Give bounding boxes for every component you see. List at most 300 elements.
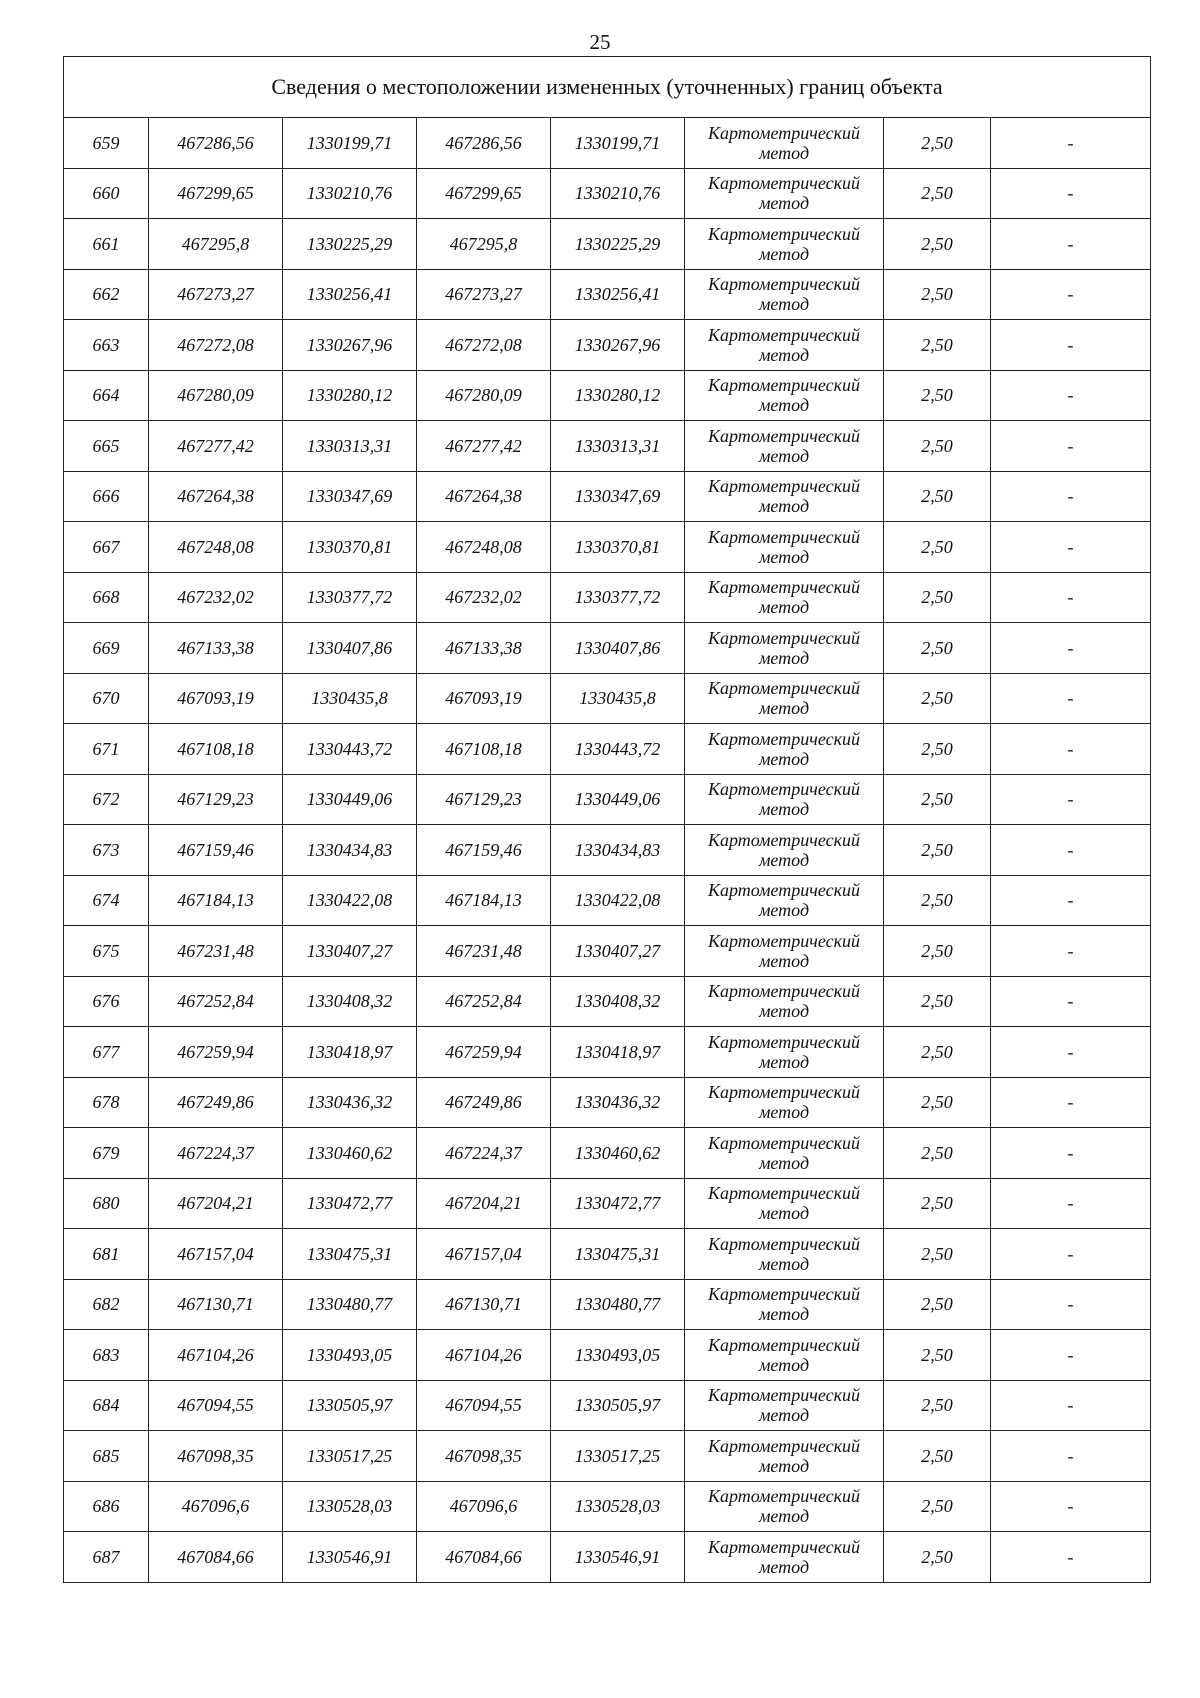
- method-cell: [685, 1279, 884, 1330]
- method-line-2: метод: [758, 142, 810, 163]
- point-number-cell: 670: [64, 673, 149, 724]
- point-number-cell: 682: [64, 1279, 149, 1330]
- accuracy-cell: 2,50: [884, 623, 991, 674]
- table-row: [64, 724, 1151, 775]
- table-row: [64, 1178, 1151, 1229]
- method-line-2: метод: [758, 950, 810, 971]
- coordinates-table: [63, 56, 1151, 1583]
- point-number-cell: 665: [64, 421, 149, 472]
- x-new-cell: 467264,38: [417, 471, 551, 522]
- accuracy-cell: 2,50: [884, 774, 991, 825]
- method-line-1: Картометрический: [707, 425, 860, 446]
- method-cell: [685, 1077, 884, 1128]
- y-existing-cell: 1330472,77: [283, 1178, 417, 1229]
- y-existing-cell: 1330434,83: [283, 825, 417, 876]
- method-cell: [685, 976, 884, 1027]
- y-new-cell: 1330434,83: [551, 825, 685, 876]
- x-new-cell: 467273,27: [417, 269, 551, 320]
- table-row: [64, 118, 1151, 169]
- method-line-2: метод: [758, 1102, 810, 1123]
- table-row: [64, 1027, 1151, 1078]
- accuracy-cell: 2,50: [884, 976, 991, 1027]
- table-row: [64, 1431, 1151, 1482]
- y-existing-cell: 1330418,97: [283, 1027, 417, 1078]
- table-row: [64, 1077, 1151, 1128]
- description-cell: -: [991, 269, 1151, 320]
- accuracy-cell: 2,50: [884, 572, 991, 623]
- method-cell: [685, 1431, 884, 1482]
- point-number-cell: 672: [64, 774, 149, 825]
- x-new-cell: 467204,21: [417, 1178, 551, 1229]
- method-line-1: Картометрический: [707, 1284, 860, 1305]
- x-new-cell: 467248,08: [417, 522, 551, 573]
- description-cell: -: [991, 673, 1151, 724]
- y-new-cell: 1330377,72: [551, 572, 685, 623]
- point-number-cell: 664: [64, 370, 149, 421]
- accuracy-cell: 2,50: [884, 1128, 991, 1179]
- table-row: [64, 1229, 1151, 1280]
- method-cell: [685, 1128, 884, 1179]
- method-line-2: метод: [758, 1152, 810, 1173]
- method-line-2: метод: [758, 1354, 810, 1375]
- y-new-cell: 1330443,72: [551, 724, 685, 775]
- x-new-cell: 467299,65: [417, 168, 551, 219]
- point-number-cell: 659: [64, 118, 149, 169]
- accuracy-cell: 2,50: [884, 522, 991, 573]
- method-cell: [685, 320, 884, 371]
- point-number-cell: 671: [64, 724, 149, 775]
- x-existing-cell: 467096,6: [149, 1481, 283, 1532]
- table-row: [64, 421, 1151, 472]
- description-cell: -: [991, 219, 1151, 270]
- method-cell: [685, 875, 884, 926]
- y-existing-cell: 1330505,97: [283, 1380, 417, 1431]
- y-existing-cell: 1330435,8: [283, 673, 417, 724]
- x-new-cell: 467098,35: [417, 1431, 551, 1482]
- x-new-cell: 467094,55: [417, 1380, 551, 1431]
- method-line-2: метод: [758, 1556, 810, 1577]
- point-number-cell: 679: [64, 1128, 149, 1179]
- x-existing-cell: 467224,37: [149, 1128, 283, 1179]
- method-line-1: Картометрический: [707, 1334, 860, 1355]
- x-existing-cell: 467249,86: [149, 1077, 283, 1128]
- description-cell: -: [991, 1431, 1151, 1482]
- method-line-2: метод: [758, 294, 810, 315]
- accuracy-cell: 2,50: [884, 724, 991, 775]
- description-cell: -: [991, 1532, 1151, 1583]
- method-cell: [685, 1229, 884, 1280]
- x-new-cell: 467249,86: [417, 1077, 551, 1128]
- table-row: [64, 320, 1151, 371]
- x-existing-cell: 467094,55: [149, 1380, 283, 1431]
- method-cell: [685, 774, 884, 825]
- accuracy-cell: 2,50: [884, 1027, 991, 1078]
- method-line-2: метод: [758, 1506, 810, 1527]
- y-existing-cell: 1330449,06: [283, 774, 417, 825]
- table-row: [64, 1279, 1151, 1330]
- accuracy-cell: 2,50: [884, 370, 991, 421]
- x-existing-cell: 467295,8: [149, 219, 283, 270]
- y-new-cell: 1330407,86: [551, 623, 685, 674]
- y-new-cell: 1330225,29: [551, 219, 685, 270]
- method-cell: [685, 471, 884, 522]
- x-new-cell: 467272,08: [417, 320, 551, 371]
- method-cell: [685, 1481, 884, 1532]
- method-line-1: Картометрический: [707, 1132, 860, 1153]
- x-existing-cell: 467273,27: [149, 269, 283, 320]
- x-new-cell: 467231,48: [417, 926, 551, 977]
- method-cell: [685, 1027, 884, 1078]
- y-new-cell: 1330422,08: [551, 875, 685, 926]
- method-cell: [685, 1532, 884, 1583]
- description-cell: -: [991, 1279, 1151, 1330]
- method-line-1: Картометрический: [707, 728, 860, 749]
- accuracy-cell: 2,50: [884, 320, 991, 371]
- x-existing-cell: 467264,38: [149, 471, 283, 522]
- y-new-cell: 1330407,27: [551, 926, 685, 977]
- x-existing-cell: 467159,46: [149, 825, 283, 876]
- method-line-1: Картометрический: [707, 1486, 860, 1507]
- point-number-cell: 660: [64, 168, 149, 219]
- method-line-2: метод: [758, 647, 810, 668]
- y-existing-cell: 1330256,41: [283, 269, 417, 320]
- y-new-cell: 1330267,96: [551, 320, 685, 371]
- method-cell: [685, 623, 884, 674]
- method-cell: [685, 724, 884, 775]
- description-cell: -: [991, 1380, 1151, 1431]
- y-new-cell: 1330528,03: [551, 1481, 685, 1532]
- x-new-cell: 467130,71: [417, 1279, 551, 1330]
- method-line-2: метод: [758, 597, 810, 618]
- method-line-1: Картометрический: [707, 274, 860, 295]
- point-number-cell: 685: [64, 1431, 149, 1482]
- y-existing-cell: 1330546,91: [283, 1532, 417, 1583]
- x-new-cell: 467104,26: [417, 1330, 551, 1381]
- x-new-cell: 467096,6: [417, 1481, 551, 1532]
- method-line-1: Картометрический: [707, 1385, 860, 1406]
- description-cell: -: [991, 421, 1151, 472]
- table-row: [64, 976, 1151, 1027]
- y-existing-cell: 1330460,62: [283, 1128, 417, 1179]
- point-number-cell: 669: [64, 623, 149, 674]
- y-new-cell: 1330436,32: [551, 1077, 685, 1128]
- method-line-2: метод: [758, 1001, 810, 1022]
- description-cell: -: [991, 1128, 1151, 1179]
- y-new-cell: 1330435,8: [551, 673, 685, 724]
- point-number-cell: 662: [64, 269, 149, 320]
- accuracy-cell: 2,50: [884, 1229, 991, 1280]
- y-new-cell: 1330472,77: [551, 1178, 685, 1229]
- method-line-2: метод: [758, 193, 810, 214]
- method-line-1: Картометрический: [707, 1082, 860, 1103]
- method-line-1: Картометрический: [707, 122, 860, 143]
- point-number-cell: 663: [64, 320, 149, 371]
- method-line-1: Картометрический: [707, 1435, 860, 1456]
- y-existing-cell: 1330313,31: [283, 421, 417, 472]
- x-new-cell: 467184,13: [417, 875, 551, 926]
- method-line-1: Картометрический: [707, 223, 860, 244]
- accuracy-cell: 2,50: [884, 825, 991, 876]
- method-cell: [685, 1178, 884, 1229]
- method-line-1: Картометрический: [707, 880, 860, 901]
- y-existing-cell: 1330480,77: [283, 1279, 417, 1330]
- method-line-1: Картометрический: [707, 930, 860, 951]
- method-cell: [685, 522, 884, 573]
- method-line-1: Картометрический: [707, 1536, 860, 1557]
- method-cell: [685, 168, 884, 219]
- accuracy-cell: 2,50: [884, 269, 991, 320]
- table-row: [64, 1330, 1151, 1381]
- method-line-1: Картометрический: [707, 173, 860, 194]
- point-number-cell: 680: [64, 1178, 149, 1229]
- x-new-cell: 467280,09: [417, 370, 551, 421]
- description-cell: -: [991, 825, 1151, 876]
- x-new-cell: 467133,38: [417, 623, 551, 674]
- method-line-1: Картометрический: [707, 324, 860, 345]
- method-line-1: Картометрический: [707, 1031, 860, 1052]
- accuracy-cell: 2,50: [884, 1077, 991, 1128]
- y-existing-cell: 1330436,32: [283, 1077, 417, 1128]
- accuracy-cell: 2,50: [884, 1431, 991, 1482]
- method-line-2: метод: [758, 1405, 810, 1426]
- x-new-cell: 467224,37: [417, 1128, 551, 1179]
- x-existing-cell: 467299,65: [149, 168, 283, 219]
- x-existing-cell: 467129,23: [149, 774, 283, 825]
- description-cell: -: [991, 724, 1151, 775]
- description-cell: -: [991, 875, 1151, 926]
- point-number-cell: 675: [64, 926, 149, 977]
- description-cell: -: [991, 1229, 1151, 1280]
- table-row: [64, 522, 1151, 573]
- table-row: [64, 1481, 1151, 1532]
- y-existing-cell: 1330408,32: [283, 976, 417, 1027]
- method-line-2: метод: [758, 748, 810, 769]
- x-existing-cell: 467133,38: [149, 623, 283, 674]
- point-number-cell: 681: [64, 1229, 149, 1280]
- method-cell: [685, 673, 884, 724]
- method-line-2: метод: [758, 445, 810, 466]
- y-new-cell: 1330256,41: [551, 269, 685, 320]
- y-existing-cell: 1330407,86: [283, 623, 417, 674]
- method-line-2: метод: [758, 395, 810, 416]
- table-row: [64, 1532, 1151, 1583]
- description-cell: -: [991, 774, 1151, 825]
- x-existing-cell: 467157,04: [149, 1229, 283, 1280]
- point-number-cell: 667: [64, 522, 149, 573]
- y-new-cell: 1330408,32: [551, 976, 685, 1027]
- method-line-2: метод: [758, 1051, 810, 1072]
- point-number-cell: 661: [64, 219, 149, 270]
- point-number-cell: 673: [64, 825, 149, 876]
- x-existing-cell: 467204,21: [149, 1178, 283, 1229]
- description-cell: -: [991, 623, 1151, 674]
- x-existing-cell: 467232,02: [149, 572, 283, 623]
- method-line-2: метод: [758, 1304, 810, 1325]
- x-existing-cell: 467286,56: [149, 118, 283, 169]
- method-line-2: метод: [758, 1253, 810, 1274]
- point-number-cell: 678: [64, 1077, 149, 1128]
- method-cell: [685, 118, 884, 169]
- x-existing-cell: 467084,66: [149, 1532, 283, 1583]
- description-cell: -: [991, 522, 1151, 573]
- description-cell: -: [991, 370, 1151, 421]
- x-existing-cell: 467248,08: [149, 522, 283, 573]
- method-line-1: Картометрический: [707, 1233, 860, 1254]
- point-number-cell: 677: [64, 1027, 149, 1078]
- description-cell: -: [991, 1481, 1151, 1532]
- method-line-2: метод: [758, 546, 810, 567]
- y-existing-cell: 1330443,72: [283, 724, 417, 775]
- x-existing-cell: 467108,18: [149, 724, 283, 775]
- accuracy-cell: 2,50: [884, 1532, 991, 1583]
- method-cell: [685, 926, 884, 977]
- method-line-1: Картометрический: [707, 375, 860, 396]
- table-row: [64, 926, 1151, 977]
- y-existing-cell: 1330225,29: [283, 219, 417, 270]
- accuracy-cell: 2,50: [884, 471, 991, 522]
- y-new-cell: 1330313,31: [551, 421, 685, 472]
- x-existing-cell: 467277,42: [149, 421, 283, 472]
- description-cell: -: [991, 1330, 1151, 1381]
- x-new-cell: 467157,04: [417, 1229, 551, 1280]
- point-number-cell: 666: [64, 471, 149, 522]
- accuracy-cell: 2,50: [884, 1279, 991, 1330]
- method-line-1: Картометрический: [707, 981, 860, 1002]
- point-number-cell: 687: [64, 1532, 149, 1583]
- description-cell: -: [991, 1077, 1151, 1128]
- accuracy-cell: 2,50: [884, 1481, 991, 1532]
- method-cell: [685, 219, 884, 270]
- point-number-cell: 686: [64, 1481, 149, 1532]
- y-new-cell: 1330480,77: [551, 1279, 685, 1330]
- table-row: [64, 774, 1151, 825]
- table-row: [64, 219, 1151, 270]
- method-line-1: Картометрический: [707, 526, 860, 547]
- description-cell: -: [991, 168, 1151, 219]
- method-line-2: метод: [758, 849, 810, 870]
- x-new-cell: 467259,94: [417, 1027, 551, 1078]
- point-number-cell: 674: [64, 875, 149, 926]
- point-number-cell: 668: [64, 572, 149, 623]
- y-existing-cell: 1330422,08: [283, 875, 417, 926]
- method-line-2: метод: [758, 344, 810, 365]
- y-new-cell: 1330449,06: [551, 774, 685, 825]
- accuracy-cell: 2,50: [884, 168, 991, 219]
- method-line-2: метод: [758, 799, 810, 820]
- y-existing-cell: 1330517,25: [283, 1431, 417, 1482]
- y-new-cell: 1330280,12: [551, 370, 685, 421]
- y-existing-cell: 1330493,05: [283, 1330, 417, 1381]
- method-line-1: Картометрический: [707, 829, 860, 850]
- method-line-2: метод: [758, 1455, 810, 1476]
- method-line-1: Картометрический: [707, 476, 860, 497]
- method-line-2: метод: [758, 496, 810, 517]
- accuracy-cell: 2,50: [884, 219, 991, 270]
- table-body: [64, 57, 1151, 1583]
- x-existing-cell: 467130,71: [149, 1279, 283, 1330]
- description-cell: -: [991, 572, 1151, 623]
- method-line-1: Картометрический: [707, 577, 860, 598]
- x-existing-cell: 467104,26: [149, 1330, 283, 1381]
- x-new-cell: 467277,42: [417, 421, 551, 472]
- table-row: [64, 1380, 1151, 1431]
- x-existing-cell: 467184,13: [149, 875, 283, 926]
- x-new-cell: 467232,02: [417, 572, 551, 623]
- x-new-cell: 467252,84: [417, 976, 551, 1027]
- method-line-1: Картометрический: [707, 1183, 860, 1204]
- description-cell: -: [991, 320, 1151, 371]
- y-new-cell: 1330370,81: [551, 522, 685, 573]
- y-existing-cell: 1330528,03: [283, 1481, 417, 1532]
- method-cell: [685, 1380, 884, 1431]
- y-existing-cell: 1330407,27: [283, 926, 417, 977]
- x-new-cell: 467084,66: [417, 1532, 551, 1583]
- accuracy-cell: 2,50: [884, 673, 991, 724]
- x-new-cell: 467129,23: [417, 774, 551, 825]
- method-cell: [685, 370, 884, 421]
- x-existing-cell: 467252,84: [149, 976, 283, 1027]
- x-existing-cell: 467093,19: [149, 673, 283, 724]
- y-existing-cell: 1330370,81: [283, 522, 417, 573]
- description-cell: -: [991, 118, 1151, 169]
- table-row: [64, 875, 1151, 926]
- method-cell: [685, 269, 884, 320]
- accuracy-cell: 2,50: [884, 1178, 991, 1229]
- table-title-row: [64, 57, 1151, 118]
- x-new-cell: 467295,8: [417, 219, 551, 270]
- y-existing-cell: 1330280,12: [283, 370, 417, 421]
- x-new-cell: 467108,18: [417, 724, 551, 775]
- description-cell: -: [991, 1027, 1151, 1078]
- description-cell: -: [991, 926, 1151, 977]
- method-line-2: метод: [758, 1203, 810, 1224]
- table-row: [64, 1128, 1151, 1179]
- table-row: [64, 572, 1151, 623]
- accuracy-cell: 2,50: [884, 421, 991, 472]
- table-title: Сведения о местоположении измененных (уточненных) границ объекта: [64, 57, 1151, 118]
- method-line-1: Картометрический: [707, 678, 860, 699]
- table-row: [64, 673, 1151, 724]
- table-row: [64, 168, 1151, 219]
- accuracy-cell: 2,50: [884, 875, 991, 926]
- method-line-2: метод: [758, 698, 810, 719]
- y-new-cell: 1330210,76: [551, 168, 685, 219]
- table-row: [64, 269, 1151, 320]
- accuracy-cell: 2,50: [884, 926, 991, 977]
- table-row: [64, 370, 1151, 421]
- x-new-cell: 467093,19: [417, 673, 551, 724]
- point-number-cell: 676: [64, 976, 149, 1027]
- method-line-2: метод: [758, 243, 810, 264]
- description-cell: -: [991, 976, 1151, 1027]
- y-existing-cell: 1330377,72: [283, 572, 417, 623]
- x-existing-cell: 467259,94: [149, 1027, 283, 1078]
- page-number: 25: [589, 30, 611, 54]
- y-existing-cell: 1330347,69: [283, 471, 417, 522]
- y-new-cell: 1330517,25: [551, 1431, 685, 1482]
- description-cell: -: [991, 471, 1151, 522]
- point-number-cell: 684: [64, 1380, 149, 1431]
- y-existing-cell: 1330267,96: [283, 320, 417, 371]
- method-cell: [685, 1330, 884, 1381]
- method-cell: [685, 572, 884, 623]
- y-new-cell: 1330475,31: [551, 1229, 685, 1280]
- x-existing-cell: 467098,35: [149, 1431, 283, 1482]
- x-existing-cell: 467280,09: [149, 370, 283, 421]
- x-existing-cell: 467231,48: [149, 926, 283, 977]
- y-existing-cell: 1330199,71: [283, 118, 417, 169]
- y-new-cell: 1330418,97: [551, 1027, 685, 1078]
